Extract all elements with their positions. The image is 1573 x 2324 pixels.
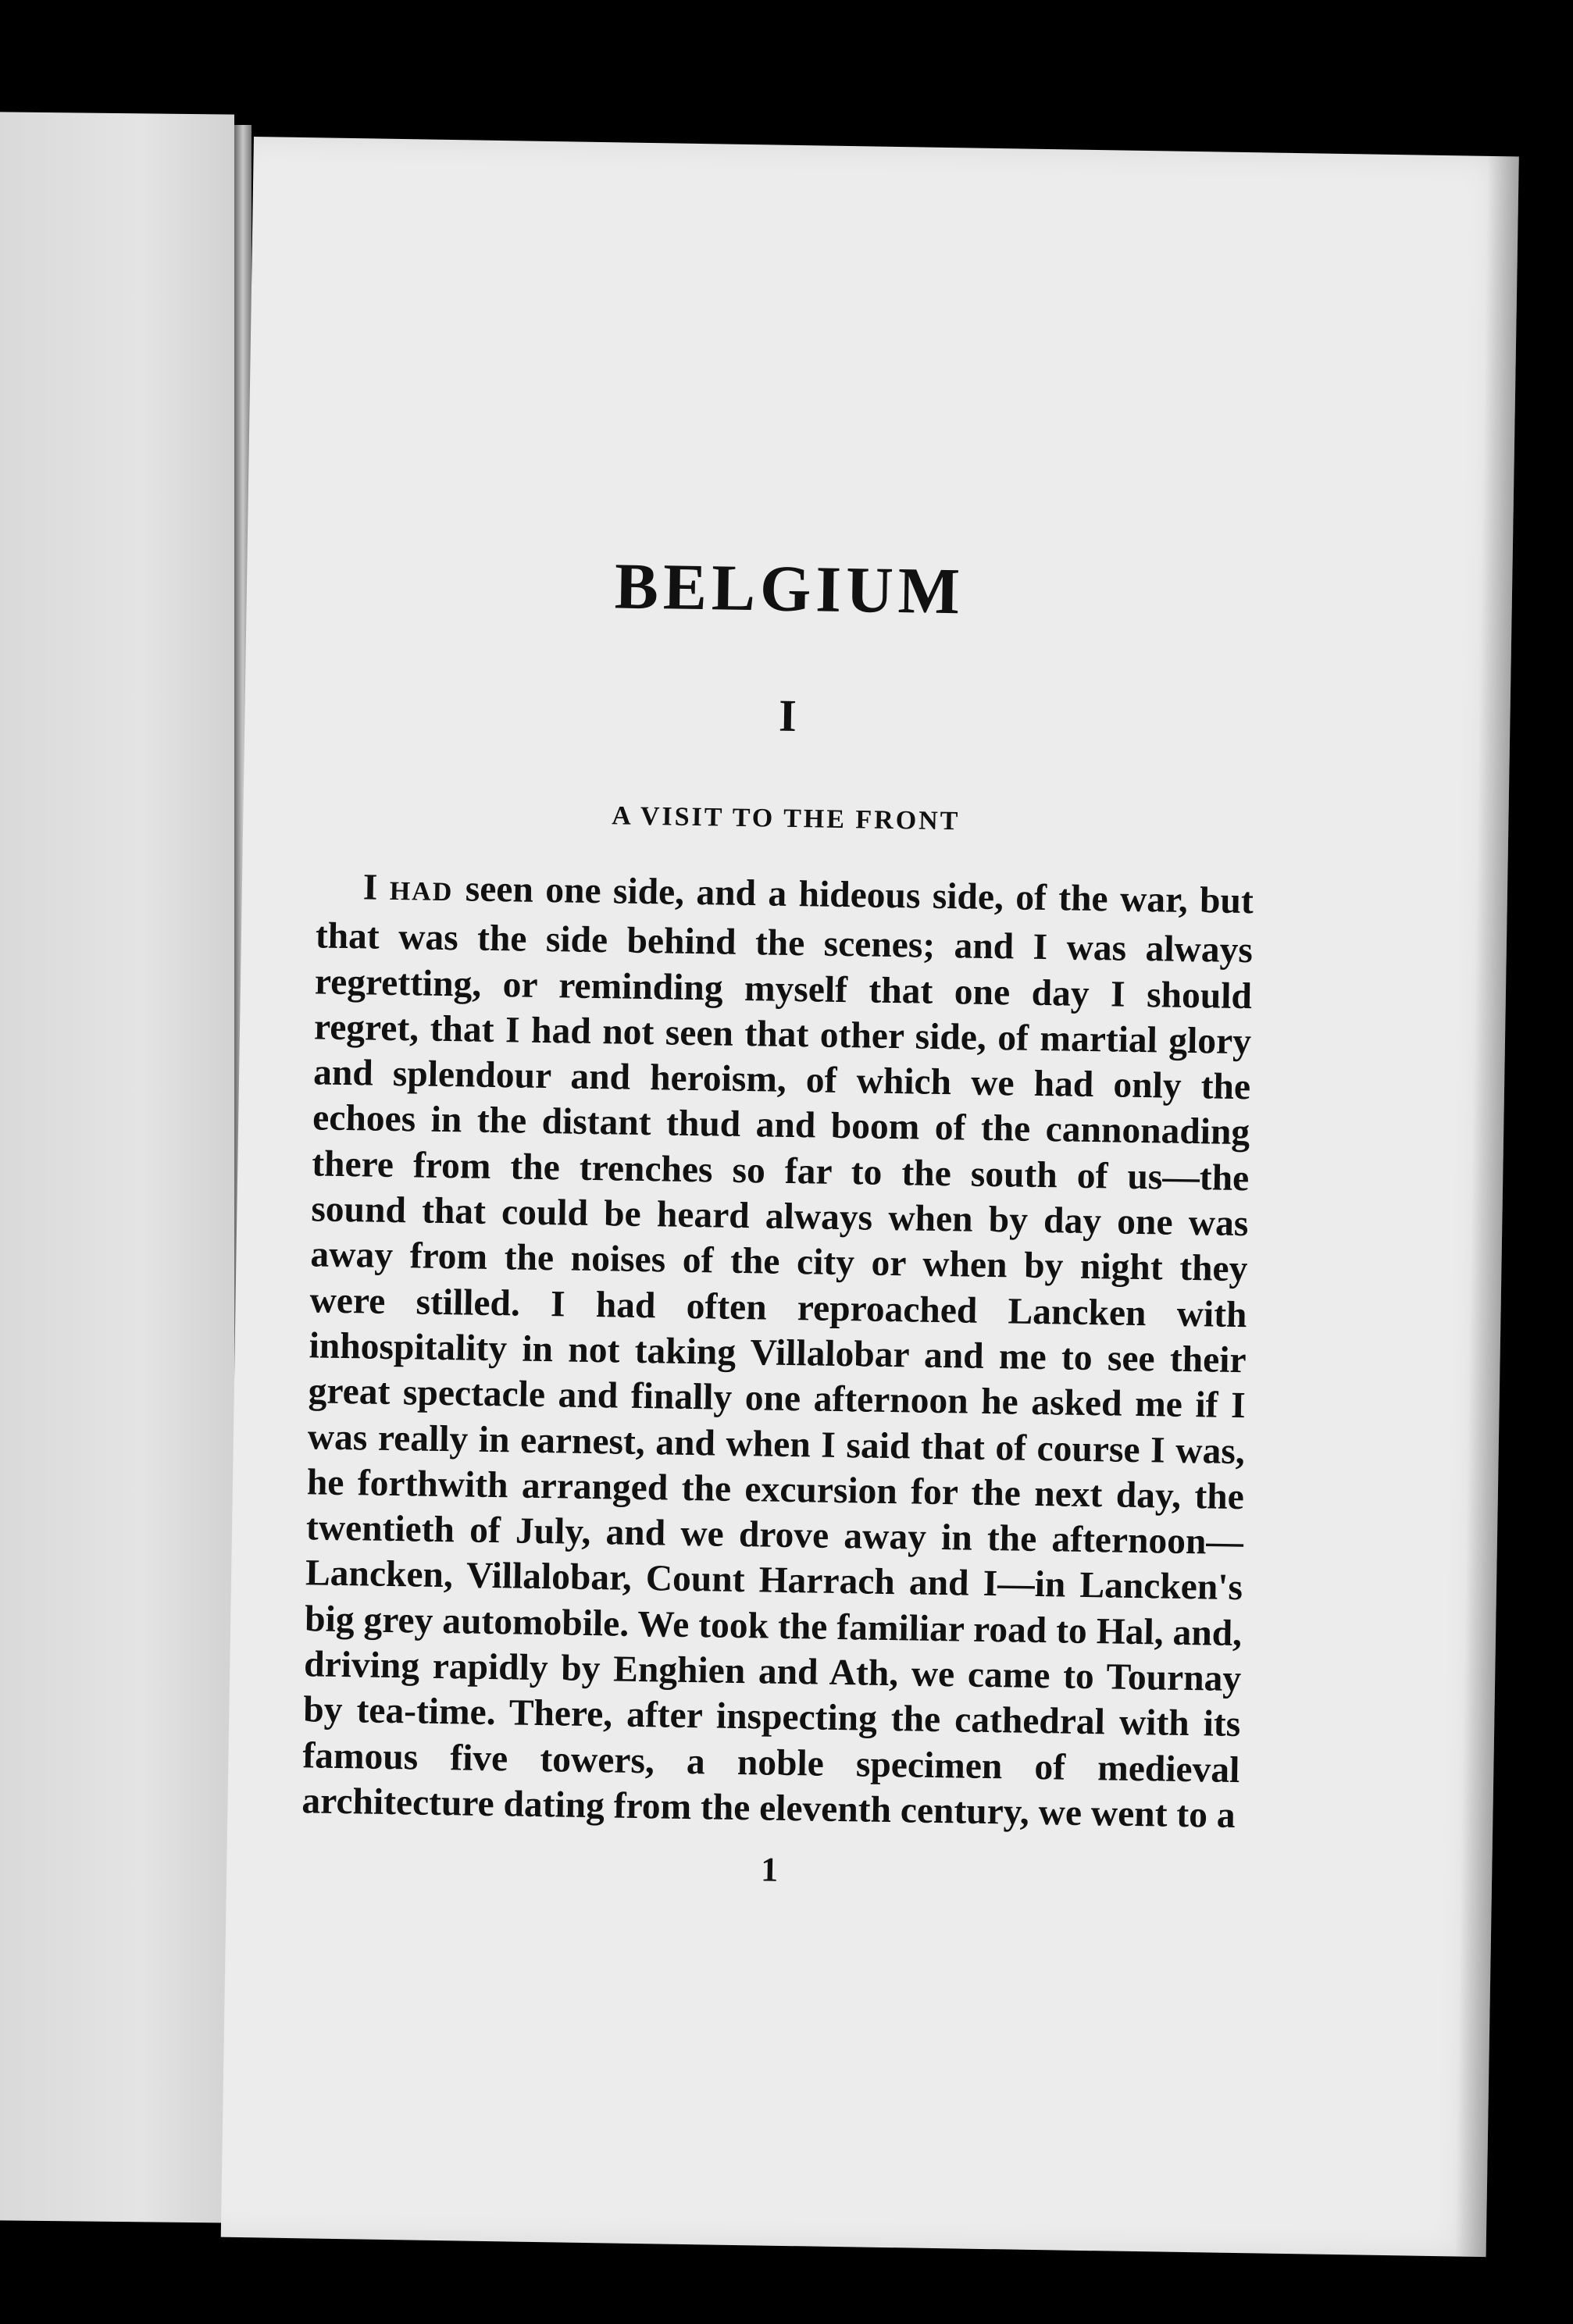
page-content bbox=[301, 544, 1259, 1897]
chapter-number: I bbox=[778, 690, 797, 741]
book-title: BELGIUM bbox=[614, 550, 965, 629]
body-paragraph bbox=[301, 864, 1254, 1838]
chapter-title: A VISIT TO THE FRONT bbox=[612, 801, 961, 836]
book-page bbox=[221, 137, 1519, 2257]
page-edge-shadow bbox=[1455, 156, 1519, 2257]
facing-page-left bbox=[0, 112, 234, 2222]
page-number: 1 bbox=[760, 1850, 779, 1890]
paragraph-lead-smallcaps: HAD bbox=[389, 876, 454, 907]
paragraph-lead: I bbox=[362, 867, 378, 908]
paragraph-text: seen one side, and a hideous side, of the war, but that was the side behind the scenes; and I was always regretting, or reminding myself that one day I should regret, that I had not seen that other side, of martial glory and splendour and heroism, of which we had only the echoes in the distant thud and boom of the cannonading there from the trenches so far to the south of us—the sound that could be heard always when by day one was away from the noises of the city or when by night they were stilled. I had often reproached Lancken with inhospitality in not taking Villalobar and me to see their great spectacle and finally one afternoon he asked me if I was really in earnest, and when I said that of course I was, he forthwith arranged the excursion for the next day, the twentieth of July, and we drove away in the afternoon—Lancken, Villalobar, Count Harrach and I—in Lancken's big grey automobile. We took the familiar road to Hal, and, driving rapidly by Enghien and Ath, we came to Tournay by tea-time. There, after inspecting the cathedral with its famous five towers, a noble specimen of medieval architecture dating from the eleventh century, we went to a bbox=[301, 868, 1254, 1836]
